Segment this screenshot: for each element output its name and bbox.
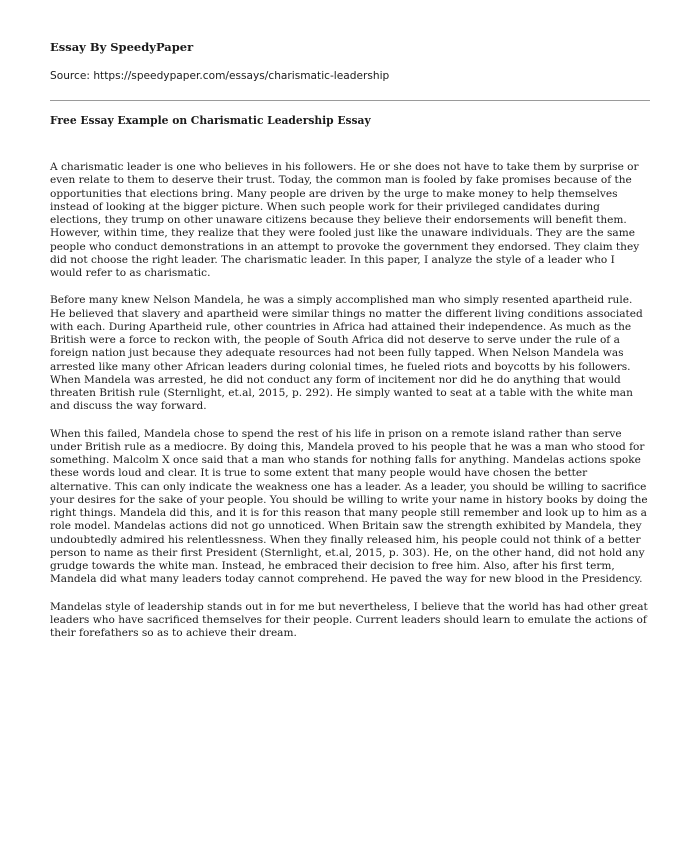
paragraph-2: Before many knew Nelson Mandela, he was a simply accomplished man who simply resented apartheid rule. He believed that slavery and apartheid were similar things no matter the different living conditions associated with each. During Apartheid rule, other countries in Africa had attained their independence. As much as the British were a force to reckon with, the people of South Africa did not deserve to serve under the rule of a foreign nation just because they adequate resources had not been fully tapped. When Nelson Mandela was arrested like many other African leaders during colonial times, he fueled riots and boycotts by his followers. When Mandela was arrested, he did not conduct any form of incitement nor did he do anything that would threaten British rule (Sternlight, et.al, 2015, p. 292). He simply wanted to seat at a table with the white man and discuss the way forward. (50, 294, 643, 413)
paragraph-4: Mandelas style of leadership stands out in for me but nevertheless, I believe that the world has had other great leaders who have sacrificed themselves for their people. Current leaders should learn to emulate the actions of their forefathers so as to achieve their dream. (50, 600, 648, 639)
essay-title: Free Essay Example on Charismatic Leadership Essay (50, 114, 371, 127)
paragraph-3: When this failed, Mandela chose to spend the rest of his life in prison on a remote island rather than serve under British rule as a mediocre. By doing this, Mandela proved to his people that he was a man who stood for something. Malcolm X once said that a man who stands for nothing falls for anything. Mandelas actions spoke these words loud and clear. It is true to some extent that many people would have chosen the better alternative. This can only indicate the weakness one has a leader. As a leader, you should be willing to sacrifice your desires for the sake of your people. You should be willing to write your name in history books by doing the right things. Mandela did this, and it is for this reason that many people still remember and look up to him as a role model. Mandelas actions did not go unnoticed. When Britain saw the strength exhibited by Mandela, they undoubtedly admired his relentlessness. When they finally released him, his people could not think of a better person to name as their first President (Sternlight, et.al, 2015, p. 303). He, on the other hand, did not hold any grudge towards the white man. Instead, he embraced their decision to free him. Also, after his first term, Mandela did what many leaders today cannot comprehend. He paved the way for new blood in the Presidency. (50, 427, 648, 586)
header-divider (50, 100, 650, 101)
essay-author-heading: Essay By SpeedyPaper (50, 40, 194, 54)
paragraph-1: A charismatic leader is one who believes in his followers. He or she does not have to take them by surprise or even relate to them to deserve their trust. Today, the common man is fooled by fake promises because of the opportunities that elections bring. Many people are driven by the urge to make money to help themselves instead of looking at the bigger picture. When such people work for their privileged candidates during elections, they trump on other unaware citizens because they believe their endorsements will benefit them. However, within time, they realize that they were fooled just like the unaware individuals. They are the same people who conduct demonstrations in an attempt to provoke the government they endorsed. They claim they did not choose the right leader. The charismatic leader. In this paper, I analyze the style of a leader who I would refer to as charismatic. (50, 161, 640, 279)
essay-body (50, 161, 650, 640)
source-line: Source: https://speedypaper.com/essays/charismatic-leadership (50, 70, 390, 82)
